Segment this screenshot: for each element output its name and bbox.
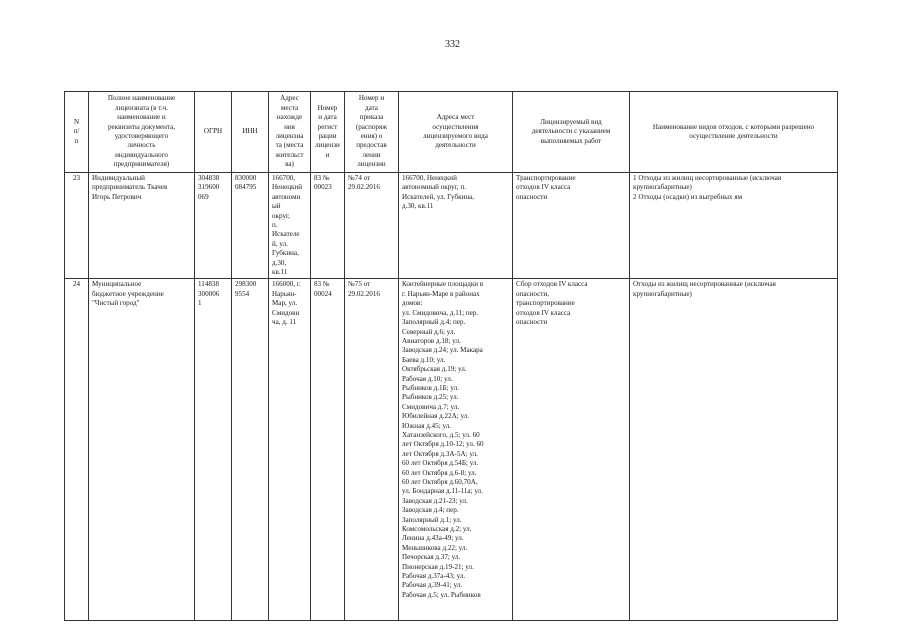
order-value: №74 от 29.02.2016 [345, 173, 399, 279]
registration-value: 83 № 00024 [311, 279, 345, 621]
ogrn-value: 114838 300006 1 [195, 279, 232, 621]
row-number: 24 [65, 279, 89, 621]
header-row [65, 92, 838, 173]
activity-places: 166700, Ненецкий автономный округ, п. Искателей, ул. Губкина, д.30, кв.11 [399, 173, 513, 279]
header-registration: Номер и дата регист рации лицензи и [311, 92, 345, 173]
licensee-address: 166000, г. Нарьян- Мар, ул. Смидови ча, д. 11 [269, 279, 311, 621]
registration-value: 83 № 00023 [311, 173, 345, 279]
licensee-name: Индивидуальный предприниматель Ткачев Игорь Петрович [89, 173, 195, 279]
licensee-name: Муниципальное бюджетное учреждение "Чистый город" [89, 279, 195, 621]
activity-type: Сбор отходов IV класса опасности, транспортирование отходов IV класса опасности [513, 279, 630, 621]
activity-places: Контейнерные площадки в г. Нарьян-Маре в районах домов: ул. Смидовича, д.11; пер. Заполярный д.4; пер. Северный д.6; ул. Авиаторов д.18; ул. Заводская д.24; ул. Макара Баева д.10; ул. Октябрьская д.19; ул. Рабочая д.10; ул. Рыбников д.1Б; ул. Рыбников д.25; ул. Смидовича д.7; ул. Юбилейная д.22А; ул. Южная д.45; ул. Хатанзейского, д.5; ул. 60 лет Октября д.10-12; ул. 60 лет Октября д.3А-5А; ул. 60 лет Октября д.54Б; ул. 60 лет Октября д.6-8; ул. 60 лет Октября д.60,70А, ул. Бондарная д.11-11а; ул. Заводская д.21-23; ул. Заводская д.4; пер. Заполярный д.1; ул. Комсомольская д.2; ул. Ленина д.43а-49; ул. Меньшикова д.22; ул. Печорская д.37; ул. Пионерская д.19-21; ул. Рабочая д.37а-43; ул. Рабочая д.39-41; ул. Рабочая д.5; ул. Рыбников [399, 279, 513, 621]
header-licensee-name: Полное наименование лицензиата (в т.ч. наименование и реквизиты документа, удостоверяющего личность индивидуального предпринимателя) [89, 92, 195, 173]
inn-value: 830000 084795 [232, 173, 269, 279]
activity-type: Транспортирование отходов IV класса опасности [513, 173, 630, 279]
header-number: N п/ п [65, 92, 89, 173]
license-table [64, 91, 838, 621]
header-waste-types: Наименование видов отходов, с которыми разрешено осуществление деятельности [630, 92, 838, 173]
table-row [65, 173, 838, 279]
waste-types: 1 Отходы из жилищ несортированные (исключая крупногабаритные) 2 Отходы (осадки) из выгребных ям [630, 173, 838, 279]
header-order: Номер и дата приказа (распоряж ения) о предостав лении лицензии [345, 92, 399, 173]
licensee-address: 166700, Ненецкий автономн ый округ, п. Искателе й, ул. Губкина, д.30, кв.11 [269, 173, 311, 279]
ogrn-value: 304838 319600 069 [195, 173, 232, 279]
header-inn: ИНН [232, 92, 269, 173]
order-value: №75 от 29.02.2016 [345, 279, 399, 621]
page-number: 332 [445, 39, 460, 50]
table-row [65, 279, 838, 621]
row-number: 23 [65, 173, 89, 279]
header-activity-type: Лицензируемый вид деятельности с указанием выполняемых работ [513, 92, 630, 173]
inn-value: 298300 9554 [232, 279, 269, 621]
header-ogrn: ОГРН [195, 92, 232, 173]
waste-types: Отходы из жилищ несортированные (исключая крупногабаритные) [630, 279, 838, 621]
header-licensee-address: Адрес места нахожде ния лицензиа та (места жительст ва) [269, 92, 311, 173]
header-activity-places: Адреса мест осуществления лицензируемого вида деятельности [399, 92, 513, 173]
